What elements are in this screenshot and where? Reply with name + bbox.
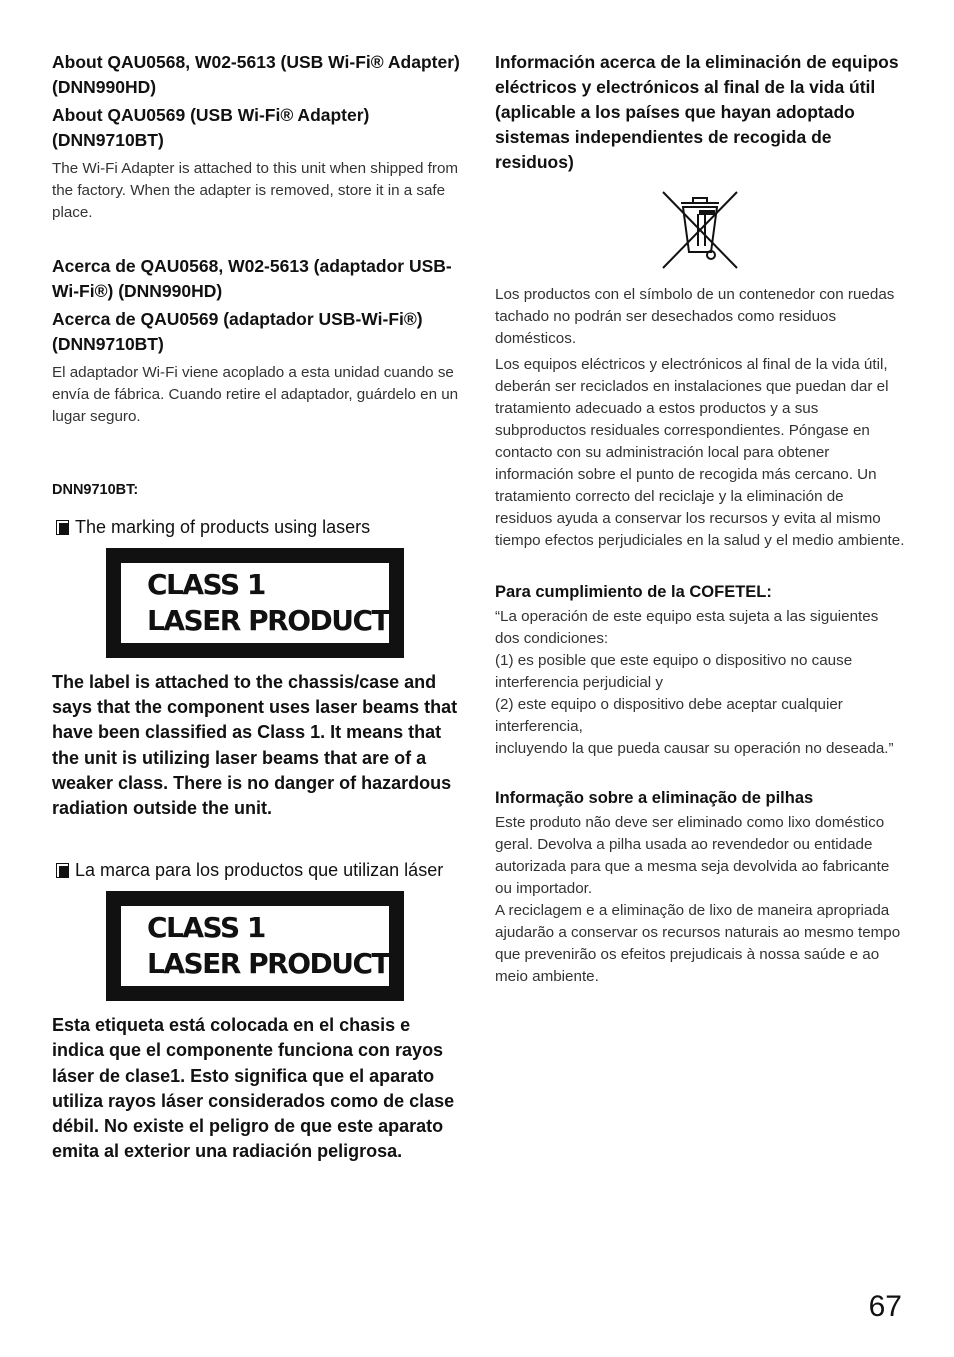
laser-en-caption-text: The marking of products using lasers — [75, 517, 371, 537]
crossed-out-wheeled-bin-icon — [661, 190, 739, 270]
es-wifi-text: El adaptador Wi-Fi viene acoplado a esta unidad cuando se envía de fábrica. Cuando retire el adaptador, guárdelo en un lugar seguro. — [52, 364, 459, 425]
weee-text-2: Los equipos eléctricos y electrónicos al final de la vida útil, deberán ser reciclados en instalaciones que puedan dar el tratamiento adecuado a estos productos y a sus subproductos residuales correspondientes. Póngase en contacto con su administración local para obtener información sobre el punto de recogida más cercano. Un tratamiento correcto del reciclaje y la eliminación de residuos ayuda a conservar los recursos y evita al mismo tiempo efectos perjudiciales en la salud y el medio ambiente. — [495, 356, 905, 549]
battery-text-2: A reciclagem e a eliminação de lixo de maneira apropriada ajudarão a conservar os recursos naturais ao mesmo tempo que prevenirão os efeitos prejudicais à nossa saúde e ao meio ambiente. — [495, 902, 901, 985]
cofetel-heading: Para cumplimiento de la COFETEL: — [495, 583, 772, 601]
laser-label-line1: CLASS 1 — [147, 911, 265, 945]
en-wifi-text: The Wi-Fi Adapter is attached to this unit when shipped from the factory. When the adapter is removed, store it in a safe place. — [52, 160, 459, 221]
cofetel-line: “La operación de este equipo esta sujeta a las siguientes dos condiciones: — [495, 608, 879, 647]
laser-label-panel — [121, 563, 389, 643]
battery-text — [495, 812, 905, 988]
laser-label-line2: LASER PRODUCT — [147, 604, 390, 637]
laser-es-caption-text: La marca para los productos que utilizan láser — [75, 860, 444, 881]
laser-label-panel — [121, 906, 389, 986]
es-wifi-heading-1: Acerca de QAU0568, W02-5613 (adaptador USB-Wi-Fi®) (DNN990HD) — [52, 256, 452, 301]
page-number: 67 — [868, 1290, 902, 1323]
cofetel-line: incluyendo la que pueda causar su operación no deseada.” — [495, 740, 894, 757]
en-wifi-heading-2: About QAU0569 (USB Wi-Fi® Adapter) (DNN9710BT) — [52, 105, 370, 150]
laser-label-line2: LASER PRODUCT — [147, 947, 390, 981]
cofetel-line: (2) este equipo o dispositivo debe aceptar cualquier interferencia, — [495, 696, 843, 735]
es-wifi-heading-2: Acerca de QAU0569 (adaptador USB-Wi-Fi®) (DNN9710BT) — [52, 309, 423, 354]
bullet-square-icon — [56, 863, 69, 878]
class1-laser-label-es — [106, 891, 404, 1001]
laser-en-text: The label is attached to the chassis/case and says that the component uses laser beams that have been classified as Class 1. It means that the unit is utilizing laser beams that are of a weaker class. There is no danger of hazardous radiation outside the unit. — [52, 672, 458, 819]
laser-es-text: Esta etiqueta está colocada en el chasis e indica que el componente funciona con rayos láser de clase1. Esto significa que el aparato utiliza rayos láser considerados como de clase débil. No existe el peligro de que este aparato emita al exterior una radiación peligrosa. — [52, 1015, 455, 1162]
cofetel-line: (1) es posible que este equipo o dispositivo no cause interferencia perjudicial y — [495, 652, 853, 691]
class1-laser-label-en — [106, 548, 404, 658]
battery-text-1: Este produto não deve ser eliminado como lixo doméstico geral. Devolva a pilha usada ao revendedor ou entidade autorizada para que a mesma seja devolvida ao fabricante ou importador. — [495, 814, 890, 897]
right-column — [495, 50, 905, 988]
battery-heading: Informação sobre a eliminação de pilhas — [495, 789, 814, 807]
model-label: DNN9710BT: — [52, 482, 139, 498]
laser-es-caption — [52, 857, 462, 883]
laser-en-caption — [52, 514, 462, 540]
en-wifi-heading-1: About QAU0568, W02-5613 (USB Wi-Fi® Adapter) (DNN990HD) — [52, 52, 460, 97]
weee-text-1: Los productos con el símbolo de un contenedor con ruedas tachado no podrán ser desechados como residuos domésticos. — [495, 286, 895, 347]
laser-label-line1: CLASS 1 — [147, 568, 265, 601]
cofetel-text — [495, 606, 905, 760]
left-column — [52, 50, 462, 1164]
bullet-square-icon — [56, 520, 69, 535]
weee-heading: Información acerca de la eliminación de equipos eléctricos y electrónicos al final de la vida útil (aplicable a los países que hayan adoptado sistemas independientes de recogida de residuos) — [495, 52, 899, 172]
